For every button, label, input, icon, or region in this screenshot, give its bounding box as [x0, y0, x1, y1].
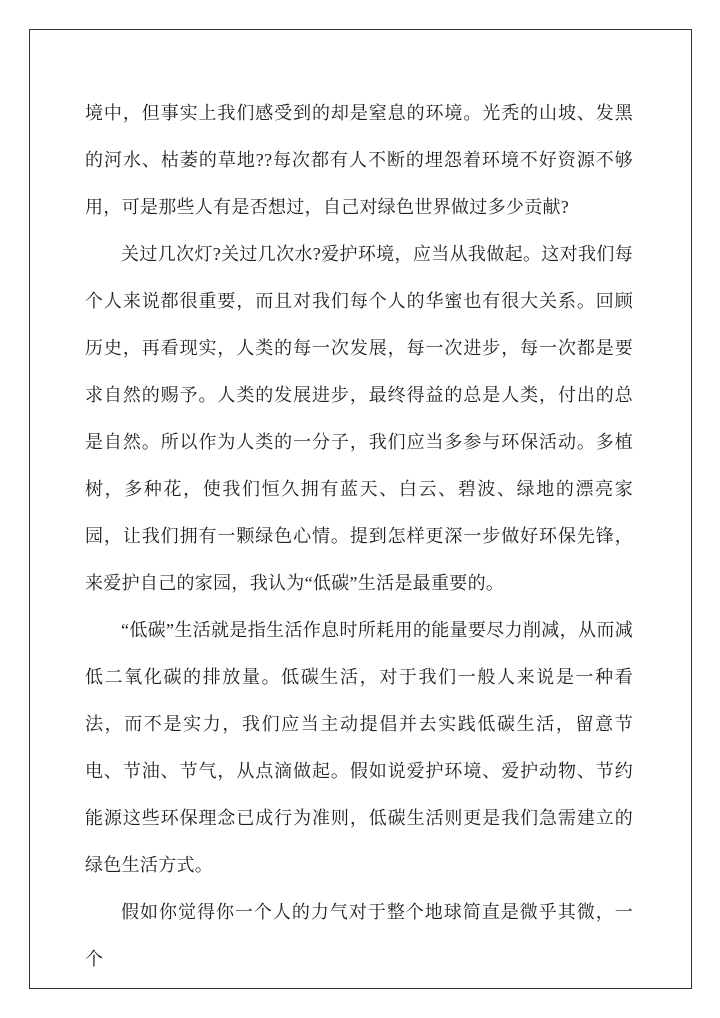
- paragraph: 关过几次灯?关过几次水?爱护环境，应当从我做起。这对我们每个人来说都很重要，而且对我们每个人的华蜜也有很大关系。回顾历史，再看现实，人类的每一次发展，每一次进步，每一次都是要求自然的赐予。人类的发展进步，最终得益的总是人类，付出的总是自然。所以作为人类的一分子，我们应当多参与环保活动。多植树，多种花，使我们恒久拥有蓝天、白云、碧波、绿地的漂亮家园，让我们拥有一颗绿色心情。提到怎样更深一步做好环保先锋，来爱护自己的家园，我认为“低碳”生活是最重要的。: [85, 244, 633, 593]
- document-content: [85, 90, 633, 983]
- paragraph: 假如你觉得你一个人的力气对于整个地球简直是微乎其微，一个: [85, 902, 633, 969]
- paragraph: 境中，但事实上我们感受到的却是窒息的环境。光秃的山坡、发黑的河水、枯萎的草地??每次都有人不断的埋怨着环境不好资源不够用，可是那些人有是否想过，自己对绿色世界做过多少贡献?: [85, 103, 633, 217]
- document-page: [29, 29, 692, 989]
- paragraph: “低碳”生活就是指生活作息时所耗用的能量要尽力削减，从而减低二氧化碳的排放量。低碳生活，对于我们一般人来说是一种看法，而不是实力，我们应当主动提倡并去实践低碳生活，留意节电、节油、节气，从点滴做起。假如说爱护环境、爱护动物、节约能源这些环保理念已成行为准则，低碳生活则更是我们急需建立的绿色生活方式。: [85, 620, 633, 875]
